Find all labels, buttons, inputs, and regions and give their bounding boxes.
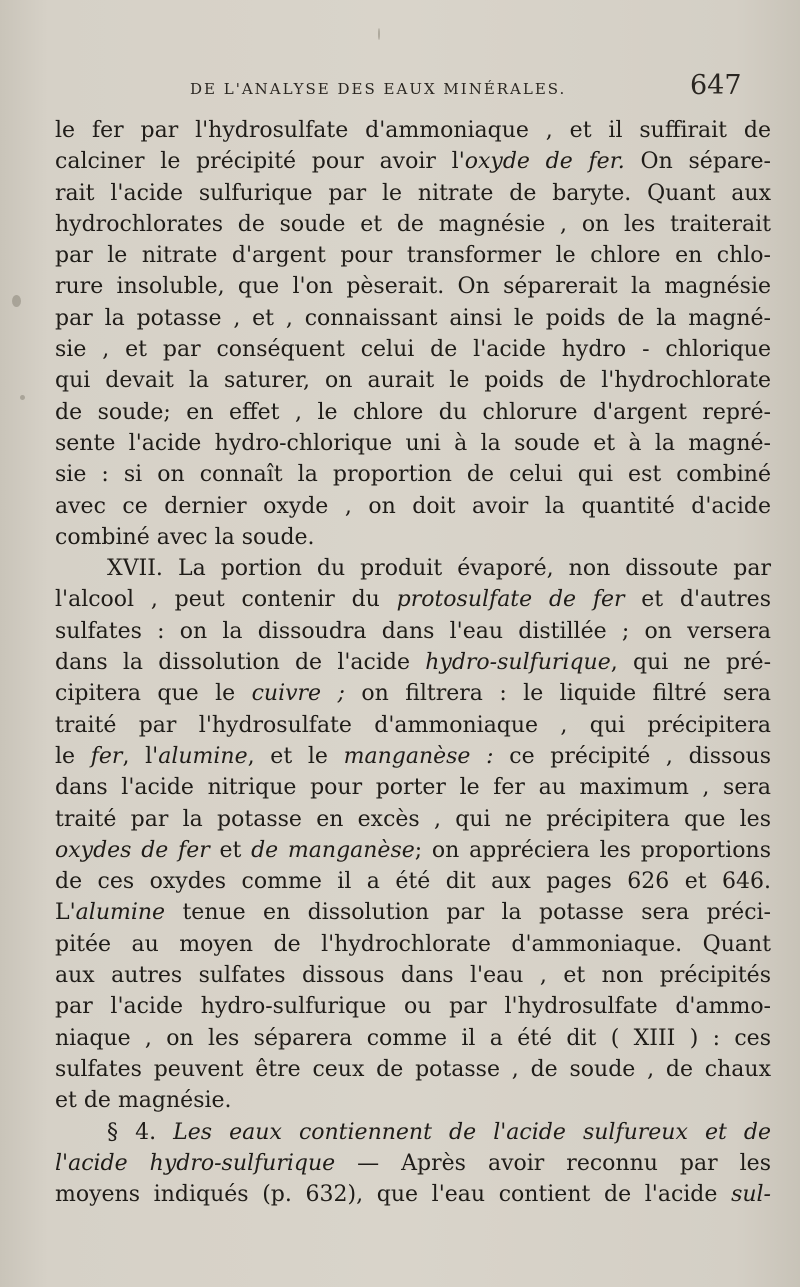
text-line: pitée au moyen de l'hydrochlorate d'ammoniaque. Quant [55,931,771,957]
text-line: calciner le précipité pour avoir l'oxyde de fer. On sépare- [55,149,771,175]
text-line: niaque , on les séparera comme il a été dit ( XIII ) : ces [55,1025,771,1051]
text-line: et de magnésie. [55,1088,232,1114]
page-body [55,115,771,1210]
text-line: par le nitrate d'argent pour transformer le chlore en chlo- [55,243,771,269]
paper-speck [12,295,21,307]
text-line: L'alumine tenue en dissolution par la potasse sera préci- [55,900,771,926]
text-line: aux autres sulfates dissous dans l'eau , et non précipités [55,963,771,989]
text-line: dans l'acide nitrique pour porter le fer au maximum , sera [55,775,771,801]
text-line: sulfates peuvent être ceux de potasse , de soude , de chaux [55,1056,771,1082]
text-line: rait l'acide sulfurique par le nitrate de baryte. Quant aux [55,180,771,206]
text-line: qui devait la saturer, on aurait le poids de l'hydrochlorate [55,368,771,394]
text-line: traité par la potasse en excès , qui ne précipitera que les [55,806,771,832]
text-line: sie , et par conséquent celui de l'acide hydro - chlorique [55,337,771,363]
text-line: hydrochlorates de soude et de magnésie , on les traiterait [55,211,771,237]
running-title: DE L'ANALYSE DES EAUX MINÉRALES. [190,80,567,98]
text-line: l'alcool , peut contenir du protosulfate de fer et d'autres [55,587,771,613]
text-line: le fer, l'alumine, et le manganèse : ce précipité , dissous [55,743,772,769]
section-heading-line: § 4. Les eaux contiennent de l'acide sulfureux et de [107,1119,771,1145]
text-line: de ces oxydes comme il a été dit aux pages 626 et 646. [55,869,771,895]
text-line: sulfates : on la dissoudra dans l'eau distillée ; on versera [55,618,771,644]
text-line: avec ce dernier oxyde , on doit avoir la quantité d'acide [55,493,771,519]
text-line: sente l'acide hydro-chlorique uni à la soude et à la magné- [55,430,771,456]
text-line: l'acide hydro-sulfurique — Après avoir reconnu par les [55,1150,771,1176]
text-line: le fer par l'hydrosulfate d'ammoniaque , et il suffirait de [55,118,771,143]
text-line: dans la dissolution de l'acide hydro-sulfurique, qui ne pré- [55,650,771,676]
text-line: par l'acide hydro-sulfurique ou par l'hydrosulfate d'ammo- [55,994,771,1020]
text-line: combiné avec la soude. [55,524,315,550]
text-line: moyens indiqués (p. 632), que l'eau contient de l'acide sul- [55,1182,771,1208]
text-line: cipitera que le cuivre ; on filtrera : le liquide filtré sera [55,681,772,707]
text-line: oxydes de fer et de manganèse; on appréciera les proportions [55,837,771,863]
paper-speck [20,395,25,400]
text-line: rure insoluble, que l'on pèserait. On séparerait la magnésie [55,274,771,300]
text-line: de soude; en effet , le chlore du chlorure d'argent repré- [55,399,771,425]
page-number: 647 [690,70,742,101]
paper-speck [378,28,380,40]
text-line: traité par l'hydrosulfate d'ammoniaque , qui précipitera [55,712,771,738]
section-heading-line: XVII. La portion du produit évaporé, non dissoute par [107,556,771,582]
text-line: sie : si on connaît la proportion de celui qui est combiné [55,462,771,488]
text-line: par la potasse , et , connaissant ainsi le poids de la magné- [55,305,771,331]
